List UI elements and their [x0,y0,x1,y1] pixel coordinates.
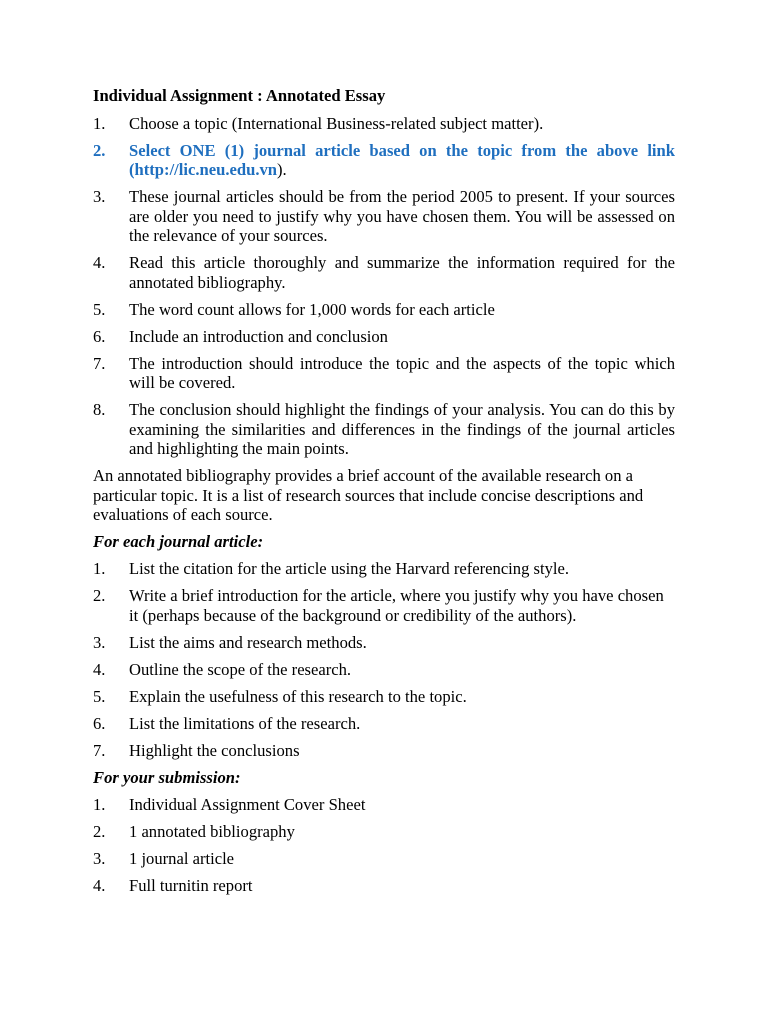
list-item [93,660,675,680]
list-number: 2. [93,821,106,841]
list-number: 5. [93,686,106,706]
submission-list [93,795,675,896]
list-item [93,559,675,579]
document-page [93,86,675,903]
list-item [93,876,675,896]
list-text: Read this article thoroughly and summarize the information required for the annotated bibliography. [129,253,675,292]
section-heading-submission: For your submission: [93,767,241,787]
list-item [93,586,675,625]
list-number: 3. [93,632,106,652]
list-number: 2. [93,140,106,160]
list-item [93,114,675,134]
list-item [93,795,675,815]
list-text: Choose a topic (International Business-related subject matter). [129,113,544,133]
list-number: 6. [93,713,106,733]
list-number: 1. [93,113,106,133]
list-text: Individual Assignment Cover Sheet [129,794,366,814]
list-item [93,741,675,761]
intro-paragraph: An annotated bibliography provides a brief account of the available research on a particular topic. It is a list of research sources that include concise descriptions and evaluations of each source. [93,466,644,524]
list-text: Write a brief introduction for the article, where you justify why you have chosen it (perhaps because of the background or credibility of the authors). [129,586,664,625]
list-text: List the citation for the article using the Harvard referencing style. [129,559,570,578]
list-item [93,187,675,246]
list-text-before-link: Select ONE (1) journal article based on the topic from the above link ( [129,140,675,179]
journal-link[interactable]: http://lic.neu.edu.vn [134,160,277,179]
list-item [93,714,675,734]
list-text: The word count allows for 1,000 words for each article [129,299,495,319]
list-text: Explain the usefulness of this research to the topic. [129,686,467,706]
list-number: 4. [93,875,106,895]
list-text: List the aims and research methods. [129,632,367,652]
section-heading-article: For each journal article: [93,532,264,551]
list-number: 5. [93,299,106,319]
list-item [93,687,675,707]
list-number: 3. [93,187,106,206]
list-number: 1. [93,794,106,814]
list-item [93,300,675,320]
list-item [93,354,675,393]
list-item-highlighted [93,141,675,180]
list-item [93,327,675,347]
list-text: Outline the scope of the research. [129,659,352,679]
list-text: These journal articles should be from the period 2005 to present. If your sources are older you need to justify why you have chosen them. You will be assessed on the relevance of your sources. [129,187,675,245]
list-number: 8. [93,400,106,419]
list-text: The introduction should introduce the topic and the aspects of the topic which will be covered. [129,353,675,392]
list-number: 7. [93,353,106,373]
list-number: 3. [93,848,106,868]
list-item [93,633,675,653]
list-text: Highlight the conclusions [129,740,300,760]
list-number: 2. [93,586,106,605]
article-list [93,559,675,760]
list-text: Include an introduction and conclusion [129,326,388,346]
list-number: 4. [93,253,106,272]
list-text: 1 journal article [129,848,235,868]
list-text: List the limitations of the research. [129,713,361,733]
list-text: 1 annotated bibliography [129,821,295,841]
list-text [129,141,675,180]
list-item [93,849,675,869]
document-title: Individual Assignment : Annotated Essay [93,86,386,105]
steps-list [93,114,675,459]
list-number: 4. [93,659,106,679]
list-text: Full turnitin report [129,875,253,895]
list-number: 6. [93,326,106,346]
list-item [93,400,675,459]
list-number: 7. [93,740,106,760]
list-text: The conclusion should highlight the findings of your analysis. You can do this by examining the similarities and differences in the findings of the journal articles and highlighting the main points. [129,400,675,458]
list-item [93,822,675,842]
list-item [93,253,675,292]
list-text-after-link: ). [277,160,287,179]
list-number: 1. [93,559,106,578]
